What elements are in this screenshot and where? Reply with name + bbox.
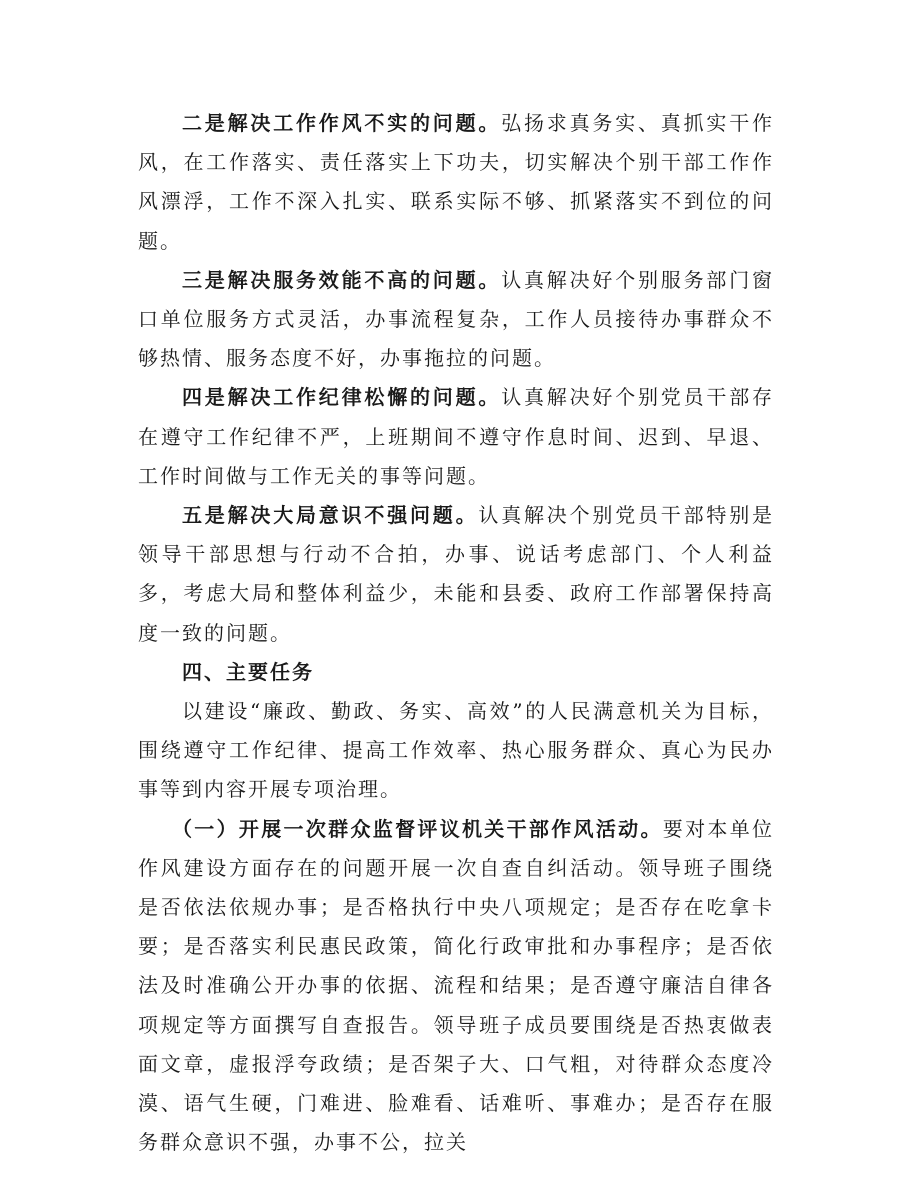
paragraph-body: 认真解决好个别党员干部存在遵守工作纪律不严，上班期间不遵守作息时间、迟到、早退、工作时间做与工作无关的事等问题。 bbox=[138, 385, 775, 488]
paragraph-work-style bbox=[138, 104, 774, 261]
paragraph-body: 认真解决个别党员干部特别是领导干部思想与行动不合拍，办事、说话考虑部门、个人利益多，考虑大局和整体利益少，未能和县委、政府工作部署保持高度一致的问题。 bbox=[138, 503, 775, 645]
paragraph-lead: 五是解决大局意识不强问题。 bbox=[182, 503, 479, 528]
section-intro: 以建设“廉政、勤政、务实、高效”的人民满意机关为目标，围绕遵守工作纪律、提高工作效率、热心服务群众、真心为民办事等到内容开展专项治理。 bbox=[138, 699, 774, 802]
paragraph-body: 认真解决好个别服务部门窗口单位服务方式灵活，办事流程复杂，工作人员接待办事群众不够热情、服务态度不好，办事拖拉的问题。 bbox=[138, 267, 775, 371]
paragraph-lead: 二是解决工作作风不实的问题。 bbox=[182, 111, 502, 135]
paragraph-work-discipline bbox=[138, 378, 774, 496]
item-one-body: 要对本单位作风建设方面存在的问题开展一次自查自纠活动。领导班子围绕是否依法依规办事；是否格执行中央八项规定；是否存在吃拿卡要；是否落实利民惠民政策，简化行政审批和办事程序；是否依法及时准确公开办事的依据、流程和结果；是否遵守廉洁自律各项规定等方面撰写自查报告。领导班子成员要围绕是否热衷做表面文章，虚报浮夸政绩；是否架子大、口气粗，对待群众态度冷漠、语气生硬，门难进、脸难看、话难听、事难办；是否存在服务群众意识不强，办事不公，拉关 bbox=[138, 816, 775, 1155]
item-one-lead: （一）开展一次群众监督评议机关干部作风活动。 bbox=[172, 816, 663, 841]
paragraph-lead: 三是解决服务效能不高的问题。 bbox=[182, 267, 502, 292]
paragraph-overall-awareness bbox=[138, 496, 774, 653]
paragraph-body: 弘扬求真务实、真抓实干作风，在工作落实、责任落实上下功夫，切实解决个别干部工作作风漂浮，工作不深入扎实、联系实际不够、抓紧落实不到位的问题。 bbox=[138, 111, 775, 253]
paragraph-service-efficiency bbox=[138, 261, 774, 379]
document-page bbox=[138, 104, 774, 1162]
paragraph-lead: 四是解决工作纪律松懈的问题。 bbox=[182, 385, 502, 410]
item-one-paragraph bbox=[138, 810, 774, 1163]
section-heading: 四、主要任务 bbox=[182, 659, 314, 684]
